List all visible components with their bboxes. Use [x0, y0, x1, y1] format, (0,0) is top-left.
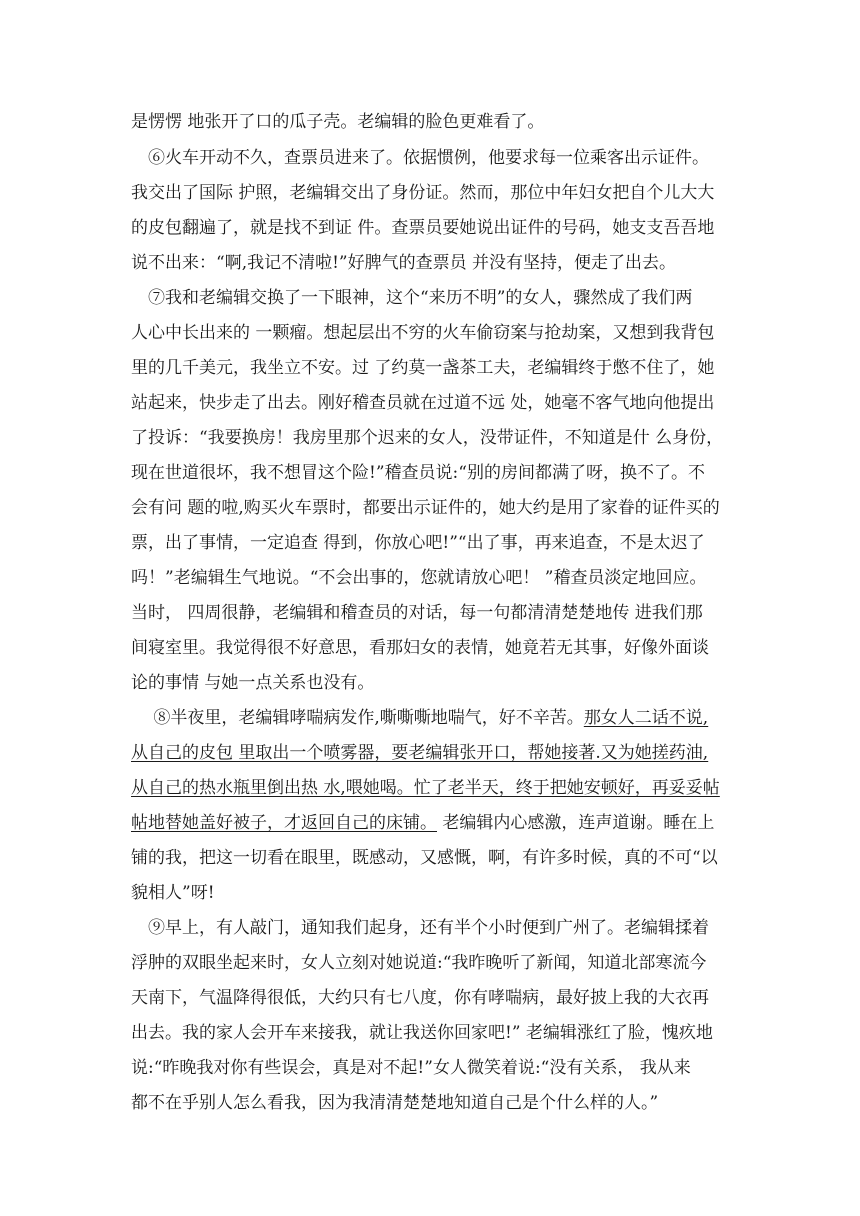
text-line: 里的几千美元，我坐立不安。过 了约莫一盏茶工夫，老编辑终于憋不住了，她 — [131, 358, 715, 378]
text-line: 了投诉：“我要换房！我房里那个迟来的女人，没带证件，不知道是什 么身份， — [131, 428, 724, 448]
text-line — [131, 778, 731, 800]
text-segment: ⑧半夜里，老编辑哮喘病发作,嘶嘶嘶地喘气，好不辛苦。 — [131, 708, 584, 728]
text-line: 间寝室里。我觉得很不好意思，看那妇女的表情，她竟若无其事，好像外面谈 — [131, 638, 709, 658]
underlined-text: 那女人二话不说, — [583, 708, 709, 728]
text-segment: 貌相人”呀! — [131, 883, 215, 903]
text-line: 天南下，气温降得很低，大约只有七八度，你有哮喘病，最好披上我的大衣再 — [131, 988, 709, 1008]
text-line — [131, 743, 731, 765]
text-line: 现在世道很坏，我不想冒这个险!”稽查员说:“别的房间都满了呀，换不了。不 — [131, 463, 705, 483]
text-line: ⑨早上，有人敲门，通知我们起身，还有半个小时便到广州了。老编辑揉着 — [131, 918, 709, 938]
underlined-text: 从自己的皮包 里取出一个喷雾器，要老编辑张开口，帮她接著.又为她搓药油, — [131, 743, 709, 763]
text-line: 浮肿的双眼坐起来时，女人立刻对她说道:“我昨晚听了新闻，知道北部寒流今 — [131, 953, 707, 973]
text-line — [131, 848, 731, 870]
text-line: 都不在乎别人怎么看我，因为我清清楚楚地知道自己是个什么样的人。” — [131, 1093, 659, 1113]
text-segment: 铺的我，把这一切看在眼里，既感动，又感慨，啊，有许多时候，真的不可“以 — [131, 848, 718, 868]
underlined-text: 从自己的热水瓶里倒出热 水,喂她喝。忙了老半天，终于把她安顿好，再妥妥帖 — [131, 778, 720, 798]
text-line: 当时， 四周很静，老编辑和稽查员的对话，每一句都清清楚楚地传 进我们那 — [131, 603, 703, 623]
text-line: 我交出了国际 护照，老编辑交出了身份证。然而，那位中年妇女把自个儿大大 — [131, 183, 715, 203]
text-line: 票，出了事情，一定追查 得到，你放心吧!”“出了事，再来追查，不是太迟了 — [131, 533, 705, 553]
text-line: 说:“昨晚我对你有些误会，真是对不起!”女人微笑着说:“没有关系， 我从来 — [131, 1058, 691, 1078]
text-line: 论的事情 与她一点关系也没有。 — [131, 673, 375, 693]
text-line — [131, 883, 731, 905]
text-line: 吗！”老编辑生气地说。“不会出事的，您就请放心吧！ ”稽查员淡定地回应。 — [131, 568, 707, 588]
text-line: 说不出来：“啊,我记不清啦!”好脾气的查票员 并没有坚持，便走了出去。 — [131, 253, 677, 273]
text-line: ⑥火车开动不久，查票员进来了。依据惯例，他要求每一位乘客出示证件。 — [131, 148, 709, 168]
text-line: 是愣愣 地张开了口的瓜子壳。老编辑的脸色更难看了。 — [131, 112, 545, 132]
text-line: 的皮包翻遍了，就是找不到证 件。查票员要她说出证件的号码，她支支吾吾地 — [131, 218, 715, 238]
text-line: 人心中长出来的 一颗瘤。想起层出不穷的火车偷窃案与抢劫案，又想到我背包 — [131, 323, 715, 343]
text-line: 出去。我的家人会开车来接我，就让我送你回家吧!” 老编辑涨红了脸，愧疚地 — [131, 1023, 713, 1043]
text-line: ⑦我和老编辑交换了一下眼神，这个“来历不明”的女人，骤然成了我们两 — [131, 288, 693, 308]
text-line: 会有问 题的啦,购买火车票时，都要出示证件的，她大约是用了家眷的证件买的 — [131, 498, 720, 518]
text-line — [131, 708, 731, 730]
text-line — [131, 813, 731, 835]
text-line: 站起来，快步走了出去。刚好稽查员就在过道不远 处，她毫不客气地向他提出 — [131, 393, 715, 413]
underlined-text: 帖地替她盖好被子，才返回自己的床铺。 — [131, 813, 437, 833]
text-segment: 老编辑内心感激，连声道谢。睡在上 — [437, 813, 715, 833]
